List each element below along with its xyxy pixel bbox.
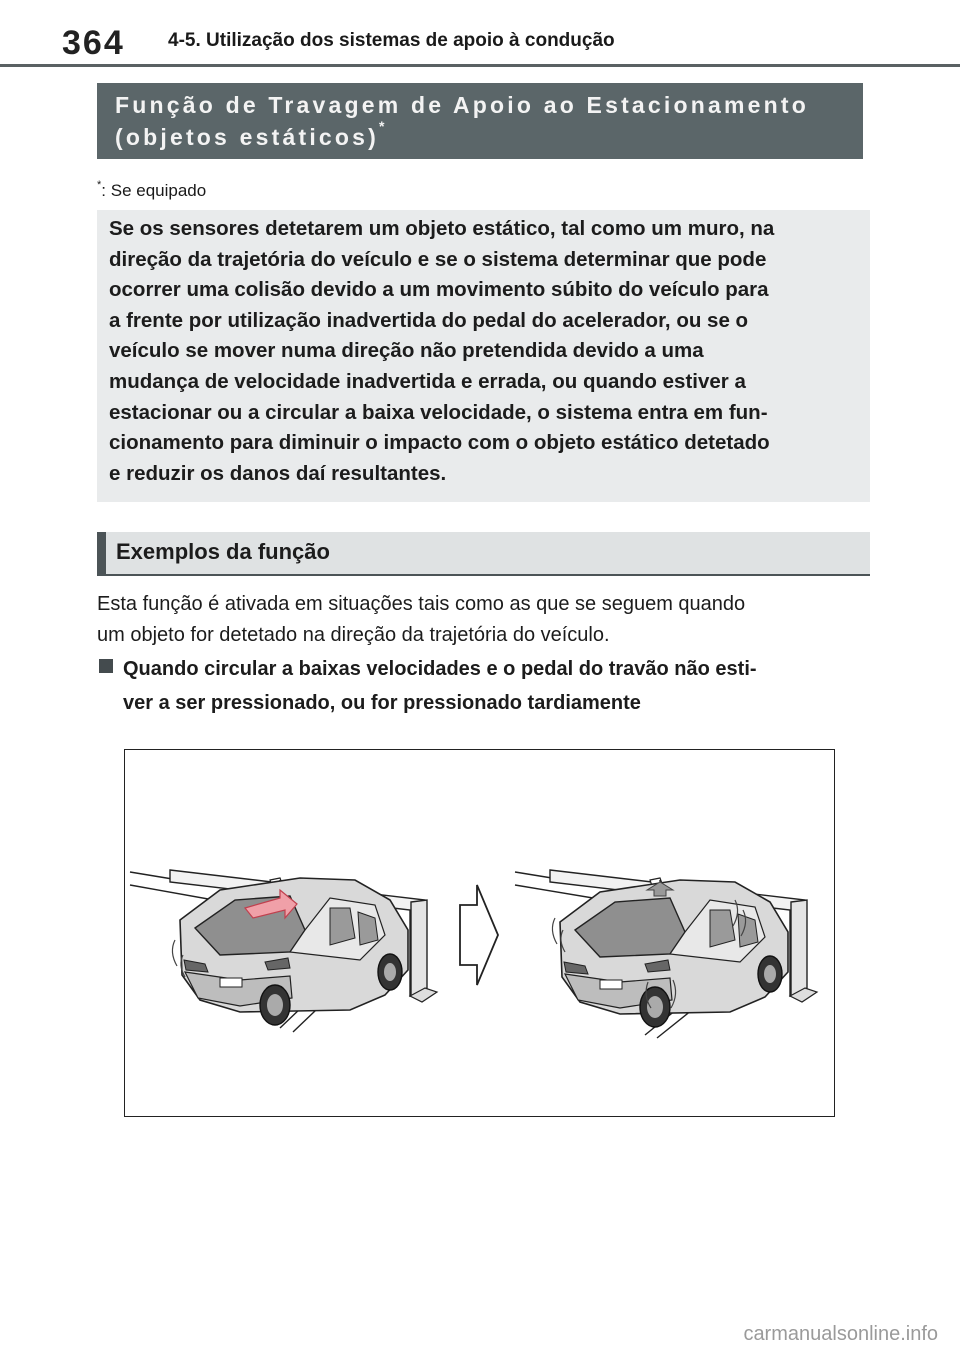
car-approaching-wall-panel xyxy=(130,870,437,1032)
transition-arrow-icon xyxy=(460,885,498,985)
intro-line: ocorrer uma colisão devido a um movimento súbito do veículo para xyxy=(109,278,769,302)
section-title-line2-text: (objetos estáticos) xyxy=(115,124,380,150)
footnote xyxy=(97,181,206,201)
section-title-marker: * xyxy=(379,118,385,134)
body-text xyxy=(97,589,867,651)
page-number: 364 xyxy=(62,24,125,62)
subsection-bar xyxy=(97,532,106,576)
intro-line: cionamento para diminuir o impacto com o objeto estático detetado xyxy=(109,431,770,455)
intro-line: a frente por utilização inadvertida do pedal do acelerador, ou se o xyxy=(109,308,749,332)
body-line: Esta função é ativada em situações tais como as que se seguem quando xyxy=(97,593,746,615)
section-title-line2 xyxy=(115,118,855,153)
illustration xyxy=(125,750,836,1118)
intro-line: estacionar ou a circular a baixa velocidade, o sistema entra em fun- xyxy=(109,400,768,424)
intro-text xyxy=(109,214,859,489)
intro-line: mudança de velocidade inadvertida e errada, ou quando estiver a xyxy=(109,369,746,393)
section-title-line1: Função de Travagem de Apoio ao Estacionamento xyxy=(115,92,809,118)
footnote-text: : Se equipado xyxy=(101,181,207,200)
bullet-square-icon xyxy=(99,659,113,673)
subsection-rule xyxy=(97,574,870,576)
watermark: carmanualsonline.info xyxy=(743,1323,938,1345)
section-title xyxy=(115,89,855,153)
intro-line: Se os sensores detetarem um objeto estático, tal como um muro, na xyxy=(109,217,775,240)
subsection-title: Exemplos da função xyxy=(116,539,330,564)
footnote-marker: * xyxy=(97,179,102,191)
intro-line: veículo se mover numa direção não pretendida devido a uma xyxy=(109,339,704,363)
intro-line: e reduzir os danos daí resultantes. xyxy=(109,461,447,485)
body-line: um objeto for detetado na direção da trajetória do veículo. xyxy=(97,624,610,646)
bullet-text xyxy=(123,652,863,720)
illustration-frame xyxy=(124,749,835,1117)
bullet-line: ver a ser pressionado, ou for pressionado tardiamente xyxy=(123,692,641,714)
intro-line: direção da trajetória do veículo e se o sistema determinar que pode xyxy=(109,247,767,271)
chapter-title: 4-5. Utilização dos sistemas de apoio à condução xyxy=(168,30,615,51)
bullet-line: Quando circular a baixas velocidades e o pedal do travão não esti- xyxy=(123,658,757,680)
car-braked-before-wall-panel xyxy=(515,870,817,1038)
header-rule xyxy=(0,64,960,67)
